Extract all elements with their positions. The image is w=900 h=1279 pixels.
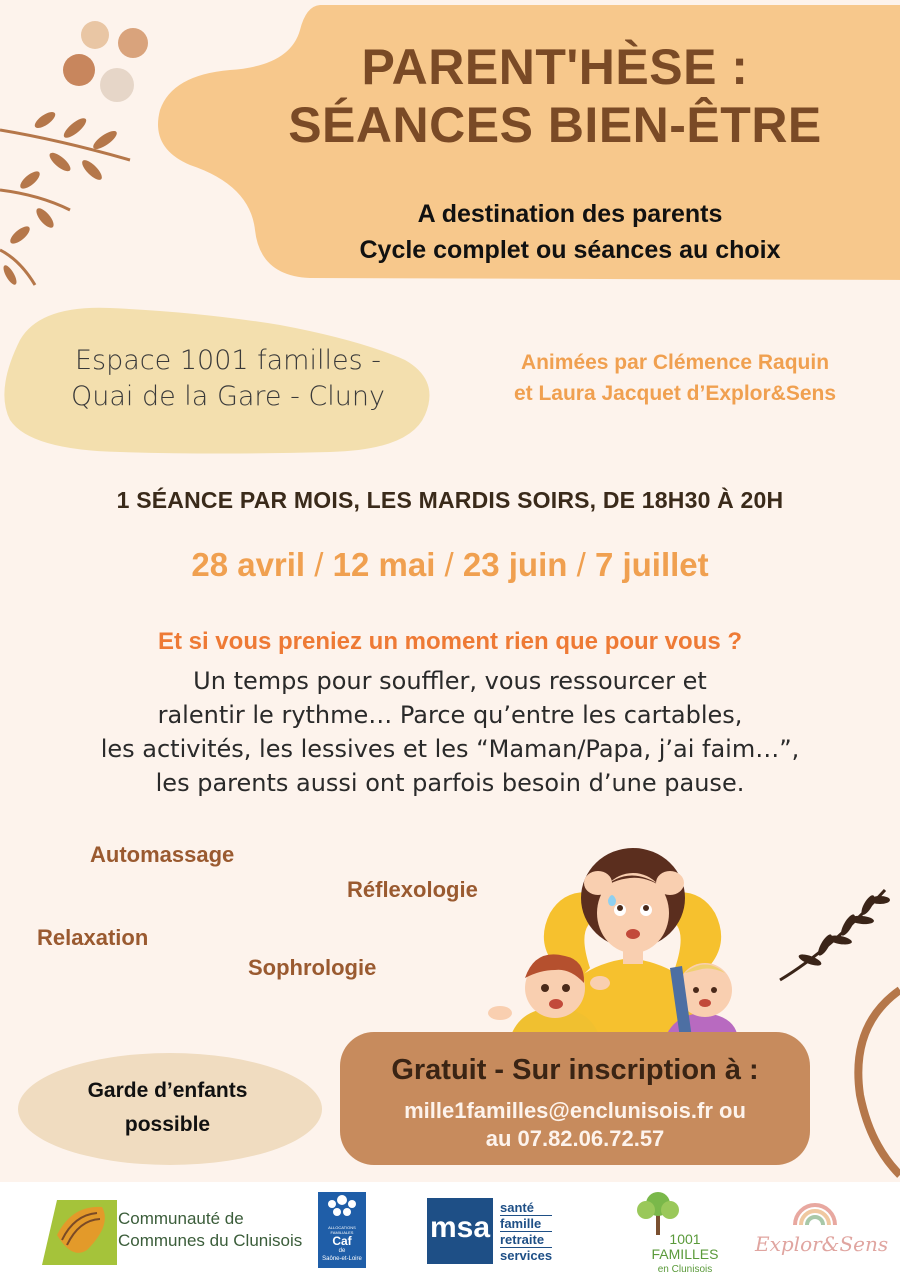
- subtitle-line-1: A destination des parents: [417, 200, 723, 228]
- registration-phone[interactable]: au 07.82.06.72.57: [485, 1126, 665, 1151]
- intro-line-2: ralentir le rythme… Parce qu’entre les cartables,: [157, 701, 743, 729]
- mf-line-1: 1001: [669, 1231, 701, 1247]
- date-4: 7 juillet: [594, 546, 709, 583]
- mf-line-2: FAMILLES: [651, 1246, 719, 1262]
- registration-email[interactable]: mille1familles@enclunisois.fr ou: [404, 1098, 746, 1123]
- cc-clunisois-logo-text: [118, 1208, 302, 1252]
- date-3: 23 juin: [462, 546, 568, 583]
- date-separator: /: [576, 546, 586, 583]
- animators-line-2: et Laura Jacquet d’Explor&Sens: [513, 382, 837, 405]
- location-text: [18, 343, 438, 415]
- msa-item: santé: [500, 1200, 552, 1216]
- location-line-2: Quai de la Gare - Cluny: [70, 381, 385, 412]
- intro-line-1: Un temps pour souffler, vous ressourcer et: [193, 667, 707, 695]
- activity-relaxation: Relaxation: [37, 925, 149, 950]
- caf-logo: [318, 1192, 366, 1268]
- activity-automassage: Automassage: [90, 842, 235, 867]
- mf-line-3: en Clunisois: [657, 1264, 713, 1275]
- caf-de: de: [338, 1248, 346, 1254]
- decorative-dots: [55, 15, 165, 110]
- intro-question: Et si vous preniez un moment rien que pour vous ?: [157, 628, 743, 655]
- childcare-text: [35, 1074, 300, 1142]
- childcare-line-1: Garde d’enfants: [87, 1079, 248, 1102]
- animators-line-1: Animées par Clémence Raquin: [520, 351, 830, 374]
- msa-item: retraite: [500, 1232, 552, 1248]
- cc-line-1: Communauté de: [118, 1209, 244, 1228]
- msa-logo-text: msa: [429, 1211, 491, 1244]
- session-dates: [0, 546, 900, 584]
- schedule-text: 1 SÉANCE PAR MOIS, LES MARDIS SOIRS, DE 18H30 À 20H: [116, 487, 784, 513]
- animators-text: [455, 347, 895, 409]
- intro-line-3: les activités, les lessives et les “Maman/Papa, j’ai faim…”,: [100, 735, 800, 763]
- explor-sens-logo-text: Explor&Sens: [755, 1232, 889, 1256]
- msa-item: services: [500, 1248, 553, 1263]
- title-line-2: SÉANCES BIEN-ÊTRE: [288, 97, 822, 153]
- caf-region: Saône-et-Loire: [322, 1256, 362, 1262]
- activity-sophrologie: Sophrologie: [248, 955, 377, 980]
- msa-item: famille: [500, 1216, 552, 1232]
- subtitle-line-2: Cycle complet ou séances au choix: [359, 236, 781, 264]
- caf-label: Caf: [332, 1234, 352, 1248]
- cc-clunisois-logo-icon: [32, 1195, 117, 1265]
- registration-title: Gratuit - Sur inscription à :: [391, 1054, 759, 1086]
- date-1: 28 avril: [191, 546, 306, 583]
- msa-services-list: [500, 1200, 552, 1263]
- caf-top-label: ALLOCATIONS FAMILIALES: [328, 1225, 356, 1235]
- branch-illustration-left: [0, 100, 150, 300]
- date-separator: /: [444, 546, 454, 583]
- decorative-arc: [845, 985, 900, 1180]
- cc-line-2: Communes du Clunisois: [118, 1231, 303, 1250]
- date-separator: /: [314, 546, 324, 583]
- intro-paragraph: [0, 664, 900, 800]
- childcare-line-2: possible: [124, 1113, 211, 1136]
- title-line-1: PARENT'HÈSE :: [361, 39, 749, 95]
- subtitle: [260, 196, 880, 268]
- mille-familles-logo-text: [640, 1232, 730, 1277]
- tree-icon: [628, 1190, 688, 1235]
- page-title: [230, 38, 880, 154]
- caf-family-icon: [318, 1192, 366, 1220]
- date-2: 12 mai: [332, 546, 436, 583]
- location-line-1: Espace 1001 familles -: [74, 345, 381, 376]
- intro-line-4: les parents aussi ont parfois besoin d’une pause.: [155, 769, 745, 797]
- branch-illustration-right: [770, 870, 900, 1000]
- rainbow-icon: [790, 1200, 840, 1226]
- parent-children-illustration: [480, 838, 780, 1038]
- activity-reflexologie: Réflexologie: [347, 877, 478, 902]
